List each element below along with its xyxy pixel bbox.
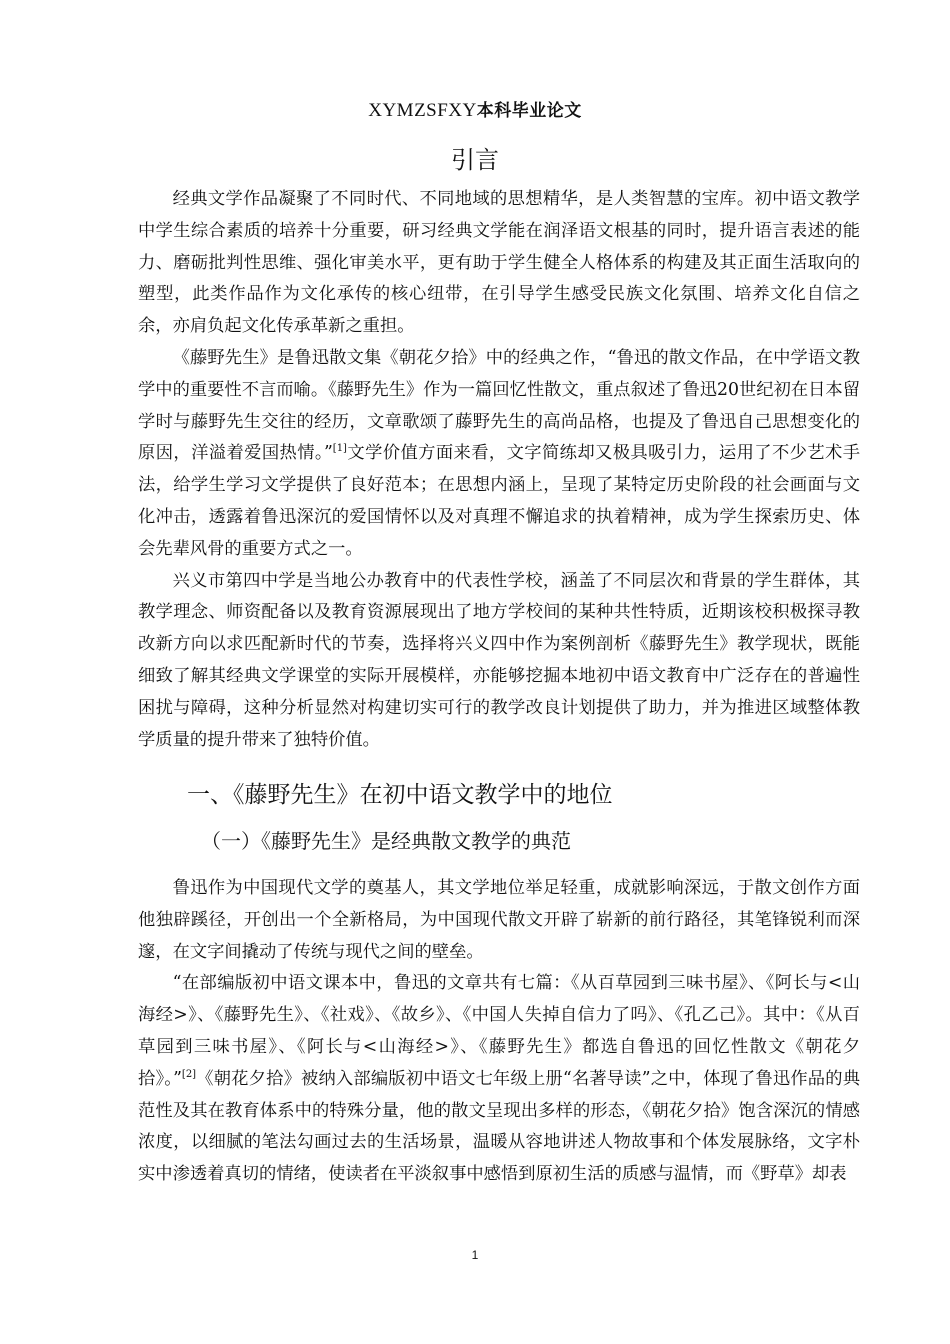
citation-ref-2[interactable]: [2] bbox=[181, 1069, 197, 1081]
intro-paragraph-2-cont: 文学价值方面来看，文字简练却又极具吸引力，运用了不少艺术手法，给学生学习文学提供了良好范本；在思想内涵上，呈现了某特定历史阶段的社会画面与文化冲击，透露着鲁迅深沉的爱国情怀以及对真理不懈追求的执着精神，成为学生探索历史、体会先辈风骨的重要方式之一。 bbox=[138, 443, 860, 559]
citation-ref-1[interactable]: [1] bbox=[332, 443, 347, 455]
section-paragraph-2-cont: 《朝花夕拾》被纳入部编版初中语文七年级上册“名著导读”之中，体现了鲁迅作品的典范性及其在教育体系中的特殊分量，他的散文呈现出多样的形态，《朝花夕拾》饱含深沉的情感浓度，以细腻的笔法勾画过去的生活场景，温暖从容地讲述人物故事和个体发展脉络，文字朴实中渗透着真切的情绪，使读者在平淡叙事中感悟到原初生活的质感与温情，而《野草》却表 bbox=[138, 1068, 861, 1185]
intro-paragraph-1: 经典文学作品凝聚了不同时代、不同地域的思想精华，是人类智慧的宝库。初中语文教学中学生综合素质的培养十分重要，研习经典文学能在润泽语文根基的同时，提升语言表述的能力、磨砺批判性思维、强化审美水平，更有助于学生健全人格体系的构建及其正面生活取向的塑型，此类作品作为文化承传的核心纽带，在引导学生感受民族文化氛围、培养文化自信之余，亦肩负起文化传承革新之重担。 bbox=[138, 189, 860, 337]
intro-paragraph-3: 兴义市第四中学是当地公办教育中的代表性学校，涵盖了不同层次和背景的学生群体，其教学理念、师资配备以及教育资源展现出了地方学校间的某种共性特质，近期该校积极探寻教改新方向以求匹配新时代的节奏，选择将兴义四中作为案例剖析《藤野先生》教学现状，既能细致了解其经典文学课堂的实际开展模样，亦能够挖掘本地初中语文教育中广泛存在的普遍性困扰与障碍，这种分析显然对构建切实可行的教学改良计划提供了助力，并为推进区域整体教学质量的提升带来了独特价值。 bbox=[138, 570, 860, 750]
section-paragraph-2 bbox=[138, 968, 860, 1191]
subsection-heading: （一）《藤野先生》是经典散文教学的典范 bbox=[201, 829, 571, 853]
intro-paragraph-2-text: 《藤野先生》是鲁迅散文集《朝花夕拾》中的经典之作，“鲁迅的散文作品，在中学语文教学中的重要性不言而喻。《藤野先生》作为一篇回忆性散文，重点叙述了鲁迅20世纪初在日本留学时与藤野先生交往的经历，文章歌颂了藤野先生的高尚品格，也提及了鲁迅自己思想变化的原因，洋溢着爱国热情。” bbox=[138, 347, 860, 464]
header-label: 本科毕业论文 bbox=[476, 101, 582, 121]
intro-paragraph-2 bbox=[138, 343, 860, 566]
running-header bbox=[0, 96, 950, 122]
header-code: XYMZSFXY bbox=[368, 100, 477, 121]
section-body bbox=[138, 873, 860, 1191]
page-title: 引言 bbox=[451, 146, 499, 174]
section-paragraph-1: 鲁迅作为中国现代文学的奠基人，其文学地位举足轻重，成就影响深远，于散文创作方面他独辟蹊径，开创出一个全新格局，为中国现代散文开辟了崭新的前行路径，其笔锋锐利而深邃，在文字间撬动了传统与现代之间的壁垒。 bbox=[138, 878, 860, 962]
intro-section bbox=[138, 184, 860, 756]
page-number: 1 bbox=[471, 1248, 479, 1262]
section-heading: 一、《藤野先生》在初中语文教学中的地位 bbox=[187, 782, 613, 808]
section-paragraph-2-text: “在部编版初中语文课本中，鲁迅的文章共有七篇：《从百草园到三味书屋》、《阿长与<山海经>》、《藤野先生》、《社戏》、《故乡》、《中国人失掉自信力了吗》、《孔乙己》。其中：《从百草园到三味书屋》、《阿长与<山海经>》、《藤野先生》都选自鲁迅的回忆性散文《朝花夕拾》。” bbox=[138, 973, 860, 1089]
